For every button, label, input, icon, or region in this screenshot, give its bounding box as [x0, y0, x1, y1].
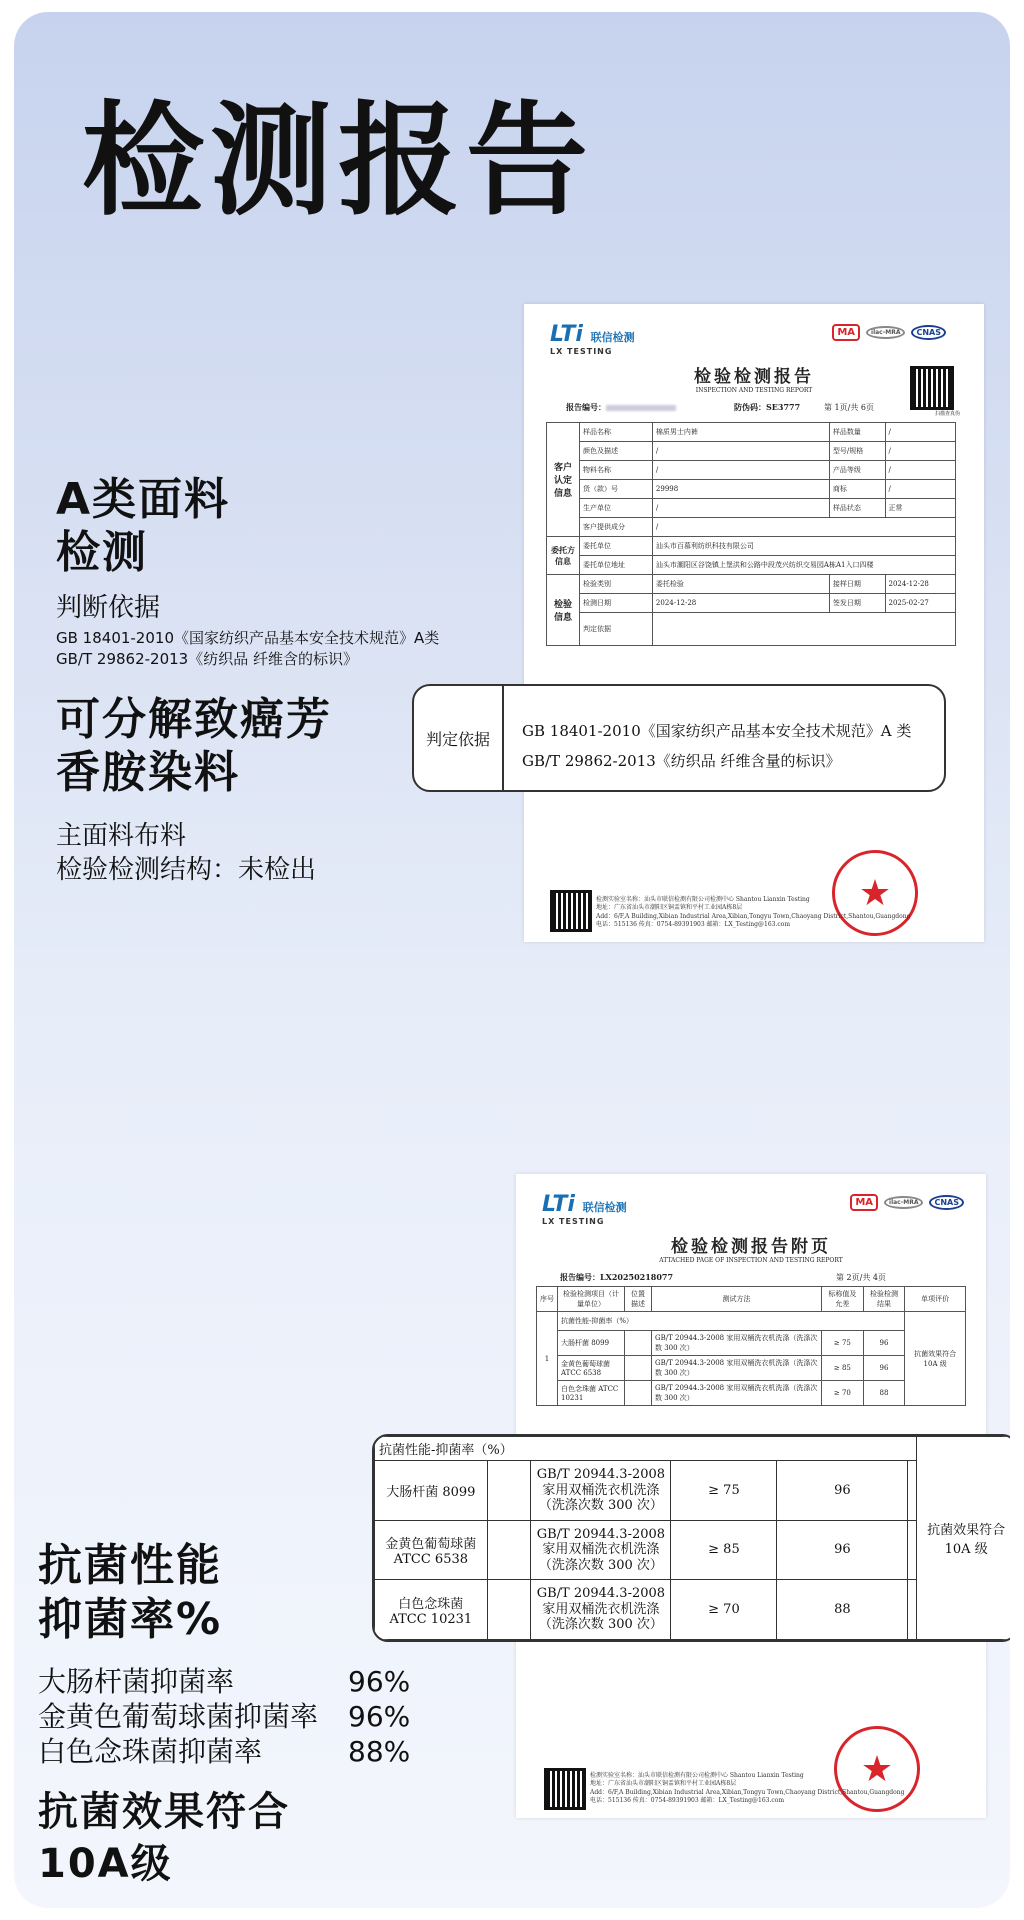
cell: / [652, 442, 829, 461]
footer-line: Add：6/F,A Building,Xibian Industrial Area,Xibian,Tongyu Town,Chaoyang District,Shantou,Guangdong [596, 912, 911, 920]
cell: 委托单位 [580, 537, 653, 556]
report-no-label: 报告编号： [566, 402, 606, 412]
client-section-label: 客户认定信息 [547, 423, 580, 537]
cell [375, 1520, 488, 1580]
method-line: （洗涤次数 300 次） [538, 1617, 663, 1633]
judge-basis-line-1: GB 18401-2010《国家纺织产品基本安全技术规范》A 类 [522, 722, 912, 740]
cell: 检验类别 [580, 575, 653, 594]
cell [625, 1356, 652, 1381]
report-title-en: ATTACHED PAGE OF INSPECTION AND TESTING REPORT [659, 1257, 843, 1264]
amine-heading-line-2: 香胺染料 [56, 747, 240, 798]
cell: / [652, 499, 829, 518]
method-line: 家用双桶洗衣机洗涤 [542, 1482, 660, 1498]
header-cell: 序号 [537, 1287, 558, 1312]
cell [917, 1437, 1010, 1640]
cell: 抗菌性能-抑菌率（%） [558, 1312, 905, 1331]
cell: 判定依据 [580, 613, 653, 646]
cell: 大肠杆菌 8099 [558, 1331, 625, 1356]
footer-qr-code [544, 1768, 586, 1810]
cell [487, 1580, 531, 1640]
rate-name: 大肠杆菌抑菌率 [38, 1665, 235, 1698]
cell: 96 [863, 1331, 905, 1356]
page-number: 第 1页/共 6页 [824, 403, 874, 412]
footer-line: 检测实验室名称：汕头市联信检测有限公司检测中心 Shantou Lianxin Testing [596, 896, 810, 903]
header-cell: 单项评价 [905, 1287, 966, 1312]
cell [487, 1520, 531, 1580]
cell: / [885, 461, 956, 480]
cell: 颜色及描述 [580, 442, 653, 461]
cell: ≥ 85 [671, 1520, 777, 1580]
lx-logo [550, 322, 635, 356]
cell [531, 1520, 671, 1580]
entrust-section-label: 委托方信息 [547, 537, 580, 575]
rate-value: 96% [348, 1700, 411, 1733]
rate-name: 金黄色葡萄球菌抑菌率 [38, 1700, 319, 1733]
antibacterial-heading-line-1: 抗菌性能 [38, 1540, 222, 1591]
footer-info [590, 1772, 904, 1806]
cell: 88 [777, 1580, 908, 1640]
cell: GB/T 20944.3-2008 家用双桶洗衣机洗涤（洗涤次数 300 次） [652, 1331, 822, 1356]
judge-basis-callout [412, 684, 946, 792]
method-line: GB/T 20944.3-2008 [536, 1586, 666, 1602]
cell: 货（款）号 [580, 480, 653, 499]
cell: 1 [537, 1312, 558, 1406]
fabric-heading [56, 474, 230, 580]
cell: ≥ 70 [671, 1580, 777, 1640]
cell [375, 1580, 488, 1640]
logo-en: LX TESTING [542, 1217, 605, 1226]
method-line: （洗涤次数 300 次） [538, 1498, 663, 1514]
qr-code [910, 366, 954, 410]
cell: 生产单位 [580, 499, 653, 518]
evaluation-line-1: 抗菌效果符合 [927, 1523, 1006, 1538]
page-number: 第 2页/共 4页 [836, 1273, 886, 1282]
amine-line-2: 检验检测结构：未检出 [56, 855, 317, 885]
footer-info [596, 896, 910, 930]
cnas-mark: CNAS [911, 325, 946, 340]
cell: 96 [863, 1356, 905, 1381]
cell: 委托检验 [652, 575, 829, 594]
cell: 棉质男士内裤 [652, 423, 829, 442]
header-cell: 检验检测结果 [863, 1287, 905, 1312]
cert-marks [850, 1194, 964, 1211]
cell: GB/T 20944.3-2008 家用双桶洗衣机洗涤（洗涤次数 300 次） [652, 1356, 822, 1381]
name-line: 白色念珠菌 [398, 1596, 464, 1612]
footer-line: 电话：515136 传真：0754-89391903 邮箱：LX_Testing@163.com [590, 1797, 785, 1805]
page-canvas [14, 12, 1010, 1908]
logo-mark: LTi [550, 322, 583, 347]
cell: 物料名称 [580, 461, 653, 480]
report-no-blurred [606, 405, 676, 411]
rate-row-1 [38, 1664, 410, 1699]
cell: 2024-12-28 [652, 594, 829, 613]
cell: 抗菌效果符合10A 级 [905, 1312, 966, 1406]
cell: 2024-12-28 [885, 575, 956, 594]
footer-line: 电话：515136 传真：0754-89391903 邮箱：LX_Testing@163.com [596, 921, 791, 929]
cell: 委托单位地址 [580, 556, 653, 575]
ma-mark: MA [832, 324, 860, 341]
name-line: ATCC 6538 [393, 1551, 469, 1567]
cert-marks [832, 324, 946, 341]
report-title-en: INSPECTION AND TESTING REPORT [695, 387, 813, 394]
fabric-heading-text [56, 474, 230, 580]
cell: 客户提供成分 [580, 518, 653, 537]
report-title-text: 检验检测报告 [694, 367, 814, 387]
fabric-heading-line-2: 检测 [56, 526, 148, 578]
report-title [516, 1232, 986, 1264]
report-page-1 [524, 304, 984, 942]
header-cell: 标称值及允差 [822, 1287, 864, 1312]
cell [652, 613, 955, 646]
fabric-heading-line-1: A类面料 [56, 474, 231, 525]
rate-row-2 [38, 1699, 410, 1734]
cell: 白色念珠菌 ATCC 10231 [558, 1381, 625, 1406]
cell: 签发日期 [829, 594, 885, 613]
conclusion-line-2: 10A级 [38, 1841, 173, 1887]
method-line: 家用双桶洗衣机洗涤 [542, 1601, 660, 1617]
page-title: 检测报告 [82, 90, 594, 232]
cell: 型号/规格 [829, 442, 885, 461]
amine-heading-line-1: 可分解致癌芳 [56, 694, 332, 745]
cell: 96 [777, 1461, 908, 1521]
anti-fake-code: 防伪码：SE3777 [734, 402, 801, 412]
footer-line: 地址：广东省汕头市潮阳区铜盂镇和平村工业园A栋8层 [590, 1780, 737, 1788]
footer-line: 检测实验室名称：汕头市联信检测有限公司检测中心 Shantou Lianxin Testing [590, 1772, 804, 1779]
basis-line-1: GB 18401-2010《国家纺织产品基本安全技术规范》A类 [56, 629, 440, 647]
cell [531, 1580, 671, 1640]
basis-line-2: GB/T 29862-2013《纺织品 纤维含的标识》 [56, 650, 358, 668]
rate-row-3 [38, 1734, 410, 1769]
cell [908, 1461, 917, 1521]
cell: 29998 [652, 480, 829, 499]
cell: 2025-02-27 [885, 594, 956, 613]
method-line: 家用双桶洗衣机洗涤 [542, 1542, 660, 1558]
cell: 正常 [885, 499, 956, 518]
cell: 96 [777, 1520, 908, 1580]
cell: 样品数量 [829, 423, 885, 442]
cell: 样品名称 [580, 423, 653, 442]
rate-value: 96% [348, 1665, 411, 1698]
antibacterial-callout [372, 1434, 1010, 1642]
report-no [566, 402, 676, 413]
cell: 金黄色葡萄球菌 ATCC 6538 [558, 1356, 625, 1381]
test-section-label: 检验信息 [547, 575, 580, 646]
cell: / [885, 480, 956, 499]
method-line: （洗涤次数 300 次） [538, 1557, 663, 1573]
cell [487, 1461, 531, 1521]
cell: 汕头市潮阳区谷饶镇上堡洪和公路中段茂兴纺织交易园A栋A1入口四楼 [652, 556, 955, 575]
red-seal: ★ [834, 1726, 920, 1812]
header-cell: 检验检测项目（计量单位） [558, 1287, 625, 1312]
antibacterial-callout-table [374, 1436, 1010, 1640]
cell: 检测日期 [580, 594, 653, 613]
cell: / [652, 518, 955, 537]
cell: ≥ 85 [822, 1356, 864, 1381]
cell: 抗菌性能-抑菌率（%） [375, 1437, 917, 1461]
cell: 汕头市百慕利纺织科技有限公司 [652, 537, 955, 556]
header-cell: 位置描述 [625, 1287, 652, 1312]
name-line: ATCC 10231 [389, 1611, 473, 1627]
cell: 商标 [829, 480, 885, 499]
evaluation-line-2: 10A 级 [944, 1542, 988, 1557]
header-cell: 测试方法 [652, 1287, 822, 1312]
cell: ≥ 70 [822, 1381, 864, 1406]
logo-cn: 联信检测 [582, 1201, 627, 1214]
client-info-table [546, 422, 956, 646]
ilac-mark: ilac-MRA [866, 326, 905, 339]
attached-results-table [536, 1286, 966, 1406]
cell: 产品等级 [829, 461, 885, 480]
footer-qr-code [550, 890, 592, 932]
cell: / [885, 423, 956, 442]
rate-value: 88% [348, 1735, 411, 1768]
red-seal: ★ [832, 850, 918, 936]
logo-mark: LTi [542, 1192, 575, 1217]
cell [908, 1580, 917, 1640]
cnas-mark: CNAS [929, 1195, 964, 1210]
report-title-text: 检验检测报告附页 [671, 1237, 831, 1257]
cell: / [652, 461, 829, 480]
cell [625, 1381, 652, 1406]
cell: ≥ 75 [671, 1461, 777, 1521]
report-no: 报告编号：LX20250218077 [560, 1272, 674, 1282]
footer-line: Add：6/F,A Building,Xibian Industrial Area,Xibian,Tongyu Town,Chaoyang District,Shantou,Guangdong [590, 1788, 905, 1796]
ma-mark: MA [850, 1194, 878, 1211]
cell: 接样日期 [829, 575, 885, 594]
cell: 样品状态 [829, 499, 885, 518]
cell: ≥ 75 [822, 1331, 864, 1356]
conclusion-line-1: 抗菌效果符合 [38, 1789, 290, 1835]
cell: / [885, 442, 956, 461]
logo-cn: 联信检测 [590, 331, 635, 344]
antibacterial-heading-line-2: 抑菌率% [38, 1594, 223, 1645]
name-line: 金黄色葡萄球菌 [385, 1536, 477, 1552]
basis-label: 判断依据 [56, 593, 161, 623]
ilac-mark: ilac-MRA [884, 1196, 923, 1209]
logo-en: LX TESTING [550, 347, 613, 356]
cell [908, 1520, 917, 1580]
judge-basis-line-2: GB/T 29862-2013《纺织品 纤维含量的标识》 [522, 752, 841, 770]
amine-line-1: 主面料布料 [56, 821, 187, 851]
judge-basis-label: 判定依据 [414, 686, 504, 790]
lx-logo [542, 1192, 627, 1226]
cell: GB/T 20944.3-2008 家用双桶洗衣机洗涤（洗涤次数 300 次） [652, 1381, 822, 1406]
name-line: 大肠杆菌 8099 [386, 1484, 476, 1500]
cell: 88 [863, 1381, 905, 1406]
qr-caption: 扫描查真伪 [934, 411, 960, 417]
method-line: GB/T 20944.3-2008 [536, 1466, 666, 1482]
footer-line: 地址：广东省汕头市潮阳区铜盂镇和平村工业园A栋8层 [596, 904, 743, 912]
cell [531, 1461, 671, 1521]
cell [375, 1461, 488, 1521]
method-line: GB/T 20944.3-2008 [536, 1526, 666, 1542]
cell [625, 1331, 652, 1356]
rate-name: 白色念珠菌抑菌率 [38, 1735, 263, 1768]
